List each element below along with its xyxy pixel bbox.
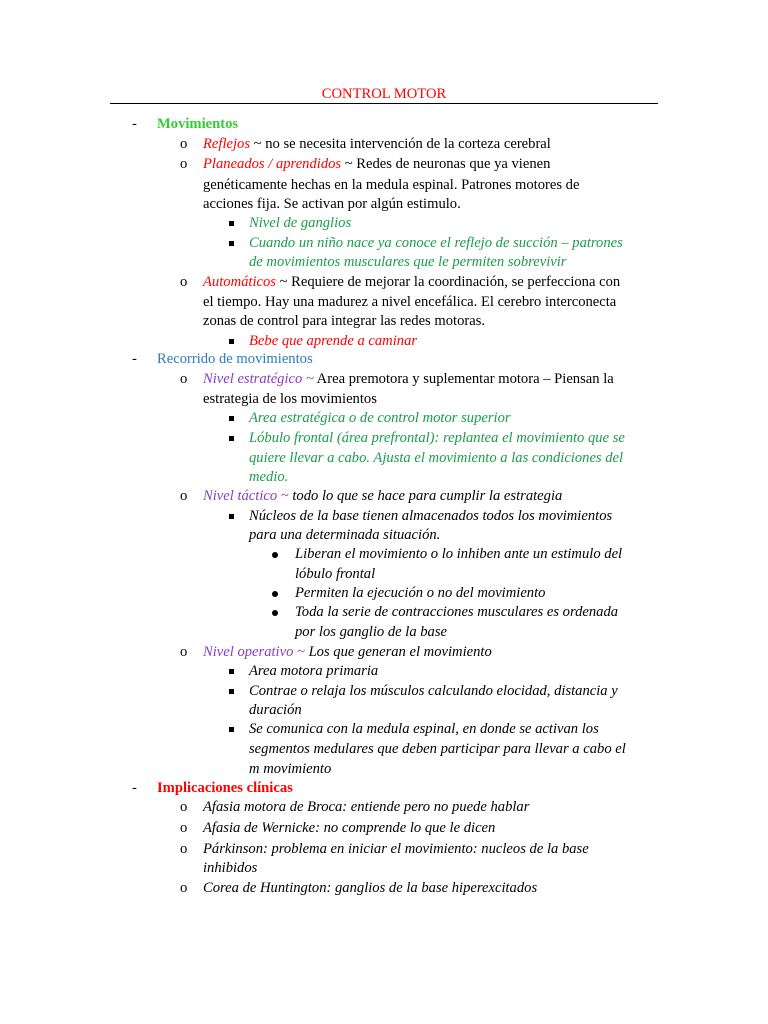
text-line: medio. (249, 469, 289, 485)
title-rule (110, 103, 658, 104)
text-line: para una determinada situación. (249, 527, 441, 543)
term-estrategico: Nivel estratégico ~ (203, 371, 314, 387)
list-item-automaticos: Automáticos ~ Requiere de mejorar la coordinación, se perfecciona con (203, 274, 621, 290)
circle-marker: o (180, 488, 188, 504)
list-item-broca: Afasia motora de Broca: entiende pero no puede hablar (203, 799, 530, 815)
text-line: genéticamente hechas en la medula espinal. Patrones motores de (203, 177, 580, 193)
text-line: lóbulo frontal (295, 566, 376, 582)
bullet-toda-la-serie: Toda la serie de contracciones musculares es ordenada (295, 604, 619, 620)
text-line: m movimiento (249, 761, 332, 777)
square-bullet (229, 669, 234, 674)
text-line: por los ganglio de la base (295, 624, 448, 640)
circle-marker: o (180, 820, 188, 836)
dot-bullet (272, 610, 278, 616)
term-planeados: Planeados / aprendidos (203, 156, 342, 172)
square-bullet (229, 727, 234, 732)
text-line: inhibidos (203, 860, 258, 876)
circle-marker: o (180, 799, 188, 815)
section-heading-implicaciones: Implicaciones clínicas (157, 780, 293, 796)
square-bullet (229, 221, 234, 226)
text-line: quiere llevar a cabo. Ajusta el movimiento a las condiciones del (249, 450, 624, 466)
bullet-reflejo-succion: Cuando un niño nace ya conoce el reflejo de succión – patrones (249, 235, 623, 251)
term-tactico: Nivel táctico ~ (203, 488, 289, 504)
list-item-operativo: Nivel operativo ~ Los que generan el movimiento (203, 644, 492, 660)
circle-marker: o (180, 156, 188, 172)
page-title: CONTROL MOTOR (321, 86, 447, 102)
bullet-nivel-ganglios: Nivel de ganglios (249, 215, 352, 231)
square-bullet (229, 436, 234, 441)
list-item-tactico: Nivel táctico ~ todo lo que se hace para cumplir la estrategia (203, 488, 563, 504)
list-item-wernicke: Afasia de Wernicke: no comprende lo que le dicen (203, 820, 496, 836)
term-reflejos: Reflejos (203, 136, 251, 152)
term-operativo: Nivel operativo ~ (203, 644, 305, 660)
bullet-area-estrategica: Area estratégica o de control motor superior (249, 410, 511, 426)
list-item-reflejos: Reflejos ~ no se necesita intervención de la corteza cerebral (203, 136, 551, 152)
bullet-lobulo-frontal: Lóbulo frontal (área prefrontal): replantea el movimiento que se (249, 430, 625, 446)
dash-marker: - (132, 116, 137, 132)
dot-bullet (272, 552, 278, 558)
term-automaticos: Automáticos (203, 274, 276, 290)
list-item-planeados: Planeados / aprendidos ~ Redes de neuronas que ya vienen (203, 156, 551, 172)
circle-marker: o (180, 136, 188, 152)
circle-marker: o (180, 371, 188, 387)
text-line: acciones fija. Se activan por algún estimulo. (203, 196, 461, 212)
bullet-bebe-camina: Bebe que aprende a caminar (249, 333, 418, 349)
circle-marker: o (180, 644, 188, 660)
square-bullet (229, 416, 234, 421)
list-item-huntington: Corea de Huntington: ganglios de la base hiperexcitados (203, 880, 538, 896)
text-line: segmentos medulares que deben participar para llevar a cabo el (249, 741, 626, 757)
list-item-estrategico: Nivel estratégico ~ Area premotora y suplementar motora – Piensan la (203, 371, 614, 387)
square-bullet (229, 241, 234, 246)
bullet-permiten: Permiten la ejecución o no del movimiento (295, 585, 546, 601)
text-line: de movimientos musculares que le permiten sobrevivir (249, 254, 567, 270)
bullet-nucleos-base: Núcleos de la base tienen almacenados todos los movimientos (249, 508, 613, 524)
square-bullet (229, 689, 234, 694)
section-heading-recorrido: Recorrido de movimientos (157, 351, 313, 367)
dash-marker: - (132, 780, 137, 796)
dash-marker: - (132, 351, 137, 367)
square-bullet (229, 339, 234, 344)
circle-marker: o (180, 274, 188, 290)
list-item-parkinson: Párkinson: problema en iniciar el movimiento: nucleos de la base (203, 841, 589, 857)
section-heading-movimientos: Movimientos (157, 116, 239, 132)
text-line: zonas de control para integrar las redes motoras. (203, 313, 486, 329)
bullet-se-comunica: Se comunica con la medula espinal, en donde se activan los (249, 721, 599, 737)
text-line: duración (249, 702, 302, 718)
circle-marker: o (180, 841, 188, 857)
bullet-area-motora: Area motora primaria (249, 663, 379, 679)
text-line: el tiempo. Hay una madurez a nivel encefálica. El cerebro interconecta (203, 294, 617, 310)
dot-bullet (272, 591, 278, 597)
square-bullet (229, 514, 234, 519)
text-line: estrategia de los movimientos (203, 391, 377, 407)
bullet-contrae: Contrae o relaja los músculos calculando elocidad, distancia y (249, 683, 618, 699)
circle-marker: o (180, 880, 188, 896)
bullet-liberan: Liberan el movimiento o lo inhiben ante un estimulo del (295, 546, 623, 562)
